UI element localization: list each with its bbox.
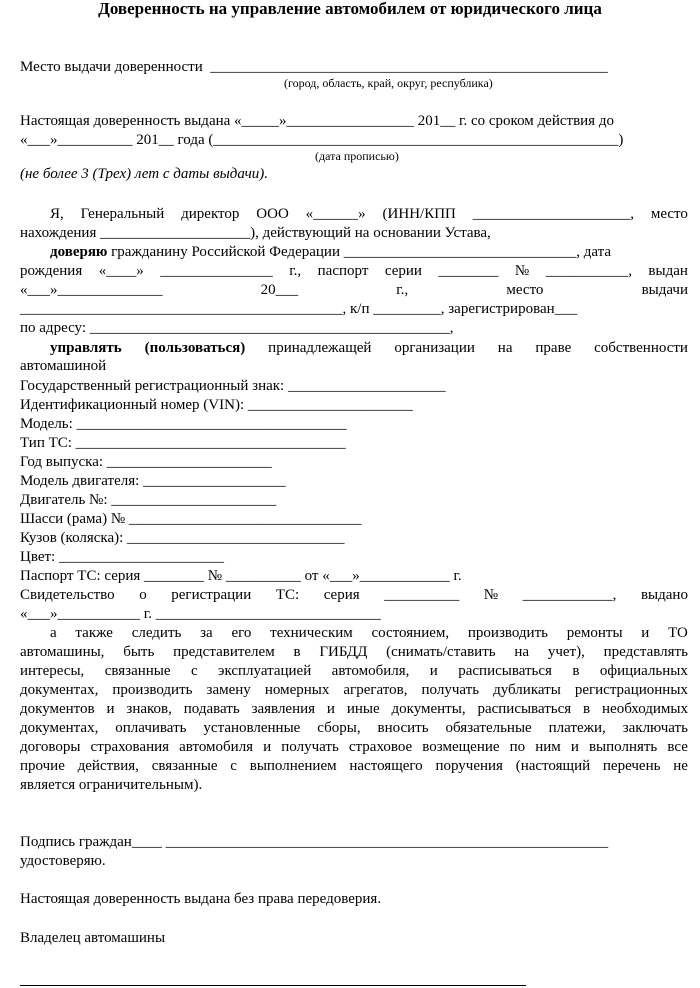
word: возмещение — [422, 739, 500, 755]
word: номерных — [264, 682, 330, 698]
word: заявления — [251, 701, 316, 717]
word: состоянием, — [371, 625, 450, 641]
word: расписываться — [458, 663, 552, 679]
word: дубликаты — [493, 682, 561, 698]
word: страховое — [348, 739, 413, 755]
place-note: (город, область, край, округ, республика) — [284, 76, 493, 90]
para3-line1 — [50, 340, 688, 357]
word: настоящего — [349, 758, 423, 774]
word: ___________, — [545, 263, 632, 279]
word: агрегатов, — [343, 682, 408, 698]
word: производить — [467, 625, 548, 641]
word: его — [231, 625, 252, 641]
document-title: Доверенность на управление автомобилем от юридического лица — [98, 0, 602, 18]
word: автомашины, — [20, 644, 105, 660]
para4-line5 — [20, 701, 688, 718]
field-vehicle-type: Тип ТС: ____________________________________ — [20, 435, 346, 451]
word: производить — [112, 682, 193, 698]
word: «______» — [305, 206, 366, 222]
word: документах, — [20, 720, 99, 736]
limit-note: (не более 3 (Трех) лет с даты выдачи). — [20, 166, 269, 182]
word: также — [75, 625, 113, 641]
word: выполнением — [249, 758, 337, 774]
field-body: Кузов (коляска): _____________________________ — [20, 530, 345, 546]
word: _____________________, — [472, 206, 634, 222]
field-vin: Идентификационный номер (VIN): ______________________ — [20, 397, 413, 413]
word: связанные — [151, 758, 218, 774]
word: и — [106, 701, 115, 717]
word: с — [190, 663, 198, 679]
word: все — [667, 739, 688, 755]
word: (снимать/ставить — [386, 644, 496, 660]
word: _______________ — [160, 263, 273, 279]
word: техническим — [270, 625, 353, 641]
para4-line1 — [50, 625, 688, 642]
word: выдачи — [641, 282, 688, 298]
word: необходимых — [602, 701, 688, 717]
word: серия — [323, 587, 360, 603]
word: место — [506, 282, 544, 298]
word: рождения — [20, 263, 83, 279]
para4-line9: является ограничительным). — [20, 777, 203, 793]
word: связанные — [104, 663, 171, 679]
word: замену — [206, 682, 251, 698]
word: (настоящий — [515, 758, 591, 774]
word: платежи, — [548, 720, 606, 736]
word: (ИНН/КПП — [382, 206, 456, 222]
word: получать — [281, 739, 339, 755]
word: прочие — [20, 758, 65, 774]
field-model: Модель: ____________________________________ — [20, 416, 347, 432]
field-color: Цвет: ______________________ — [20, 549, 224, 565]
para1-line2: нахождения ____________________), действующий на основании Устава, — [20, 225, 491, 241]
para1-line1 — [50, 206, 688, 223]
field-engine-number: Двигатель №: ______________________ — [20, 492, 277, 508]
word: 20___ — [260, 282, 299, 298]
place-line: Место выдачи доверенности _____________________________________________________ — [20, 59, 608, 75]
word: в — [572, 663, 580, 679]
word: расписываться — [477, 701, 572, 717]
word: «___»______________ — [20, 282, 163, 298]
word: не — [673, 758, 688, 774]
word: по — [509, 739, 526, 755]
field-year: Год выпуска: ______________________ — [20, 454, 272, 470]
word: собственности — [594, 340, 688, 356]
word: действия, — [77, 758, 139, 774]
word: и — [263, 739, 272, 755]
word: сборы, — [317, 720, 361, 736]
word: на — [514, 644, 530, 660]
word: автомобиля, — [331, 663, 410, 679]
word: перечень — [602, 758, 661, 774]
para4-line2 — [20, 644, 688, 661]
word: ________ — [438, 263, 499, 279]
word: договоры — [20, 739, 81, 755]
word: в — [293, 644, 301, 660]
field-reg-certificate-2: «___»___________ г. ______________________________ — [20, 606, 381, 622]
word: в — [583, 701, 591, 717]
word: получать — [421, 682, 480, 698]
field-pts: Паспорт ТС: серия ________ № __________ от «___»____________ г. — [20, 568, 462, 584]
word: организации — [394, 340, 475, 356]
para2-line1-rest: гражданину Российской Федерации _______________________________, дата — [107, 244, 612, 260]
no-transfer-note: Настоящая доверенность выдана без права передоверия. — [20, 891, 382, 907]
field-reg-number: Государственный регистрационный знак: _____________________ — [20, 378, 446, 394]
word: регистрационных — [574, 682, 688, 698]
word: ГИБДД — [319, 644, 368, 660]
word: эксплуатацией — [218, 663, 312, 679]
word: страхования — [90, 739, 170, 755]
word: № — [514, 263, 530, 279]
word: Я, — [50, 206, 64, 222]
word: следить — [131, 625, 182, 641]
signature-line: Подпись граждан____ ___________________________________________________________ — [20, 834, 609, 850]
word: принадлежащей — [268, 340, 372, 356]
owner-signature-line — [20, 985, 526, 986]
field-reg-certificate-1 — [20, 587, 688, 604]
para2-line2 — [20, 263, 688, 280]
word: иные — [346, 701, 380, 717]
word: ____________, — [522, 587, 617, 603]
word: праве — [535, 340, 572, 356]
word: интересы, — [20, 663, 85, 679]
field-engine-model: Модель двигателя: ___________________ — [20, 473, 286, 489]
word: с — [230, 758, 237, 774]
para2-line5: по адресу: ________________________________________________, — [20, 320, 454, 336]
word: документы, — [391, 701, 466, 717]
field-chassis: Шасси (рама) № _______________________________ — [20, 511, 362, 527]
word: № — [483, 587, 499, 603]
word: подавать — [183, 701, 240, 717]
para4-line3 — [20, 663, 688, 680]
word: «____» — [98, 263, 144, 279]
word: на — [497, 340, 513, 356]
word: выдан — [648, 263, 688, 279]
word: представлять — [603, 644, 688, 660]
para3-line2: автомашиной — [20, 358, 107, 374]
word: выполнять — [588, 739, 658, 755]
word: регистрации — [171, 587, 252, 603]
trust-word: доверяю — [50, 244, 108, 260]
word: и — [641, 625, 650, 641]
word: ООО — [256, 206, 289, 222]
word: вносить — [377, 720, 429, 736]
para2-line4: ___________________________________________, к/п _________, зарегистрирован___ — [20, 301, 578, 317]
word: автомобиля — [179, 739, 254, 755]
issued-line-1: Настоящая доверенность выдана «_____»_________________ 201__ г. со сроком действия до — [20, 113, 614, 129]
owner-label: Владелец автомашины — [20, 930, 166, 946]
word: о — [139, 587, 147, 603]
word: знаков, — [126, 701, 172, 717]
word: оплачивать — [115, 720, 187, 736]
word: установленные — [203, 720, 301, 736]
word: Свидетельство — [20, 587, 115, 603]
word: ТО — [668, 625, 688, 641]
word: документах, — [20, 682, 99, 698]
word: документов — [20, 701, 95, 717]
issued-line-2: «___»__________ 201__ года (______________________________________________________) — [20, 132, 624, 148]
word: обязательные — [445, 720, 532, 736]
word: паспорт — [317, 263, 369, 279]
word: официальных — [599, 663, 688, 679]
word: а — [50, 625, 57, 641]
word: директор — [181, 206, 240, 222]
word: быть — [123, 644, 155, 660]
word: г., — [289, 263, 302, 279]
word: Генеральный — [80, 206, 165, 222]
word: место — [650, 206, 688, 222]
word: ТС: — [275, 587, 300, 603]
certify-text: удостоверяю. — [20, 853, 106, 869]
word: г., — [396, 282, 409, 298]
word: заключать — [622, 720, 688, 736]
word: и — [570, 739, 579, 755]
word: за — [200, 625, 213, 641]
word: и — [429, 663, 438, 679]
word: ним — [535, 739, 561, 755]
date-note: (дата прописью) — [315, 149, 399, 163]
word: учет), — [547, 644, 585, 660]
word: ремонты — [566, 625, 623, 641]
para4-line4 — [20, 682, 688, 699]
para2-line3 — [20, 282, 688, 299]
para4-line8 — [20, 758, 688, 775]
word: __________ — [384, 587, 460, 603]
para4-line7 — [20, 739, 688, 756]
word: представителем — [173, 644, 275, 660]
manage-word: управлять — [50, 340, 122, 356]
use-word: (пользоваться) — [144, 340, 246, 356]
para2-line1 — [50, 244, 688, 261]
word: поручения — [435, 758, 503, 774]
word: серии — [384, 263, 422, 279]
para4-line6 — [20, 720, 688, 737]
word: выдано — [640, 587, 688, 603]
word: и — [326, 701, 335, 717]
